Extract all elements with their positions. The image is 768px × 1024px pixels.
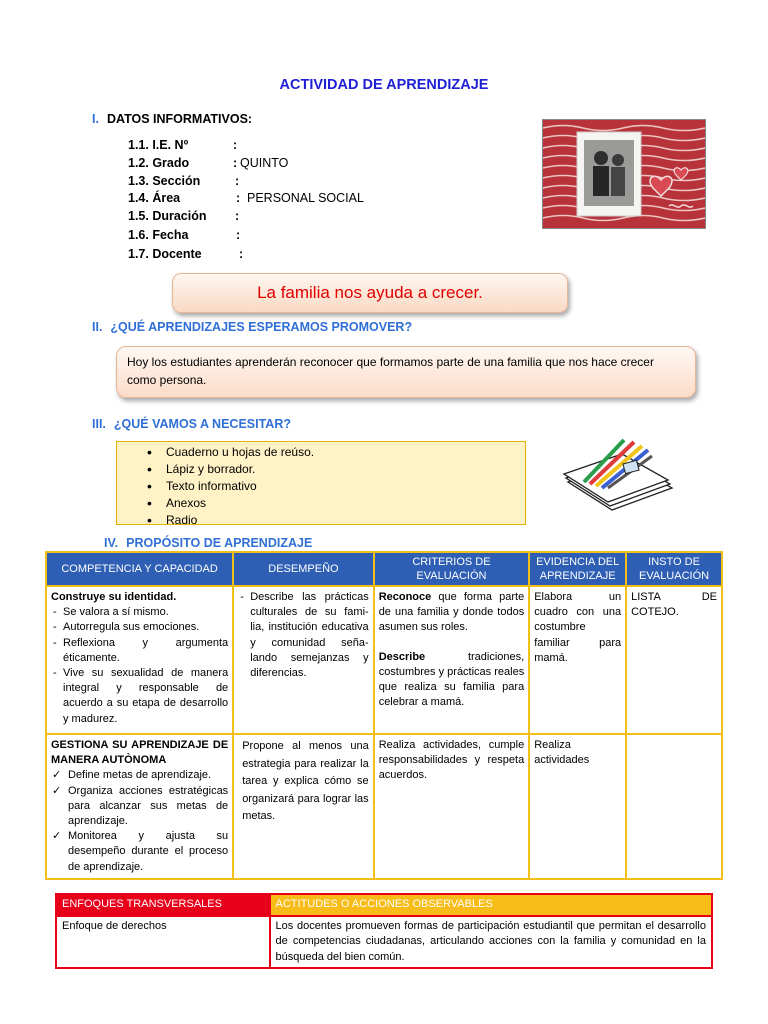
list-item: ✓ Organiza acciones estratégicas para alcanzar sus metas de aprendizaje. [51,784,228,830]
section-number: IV. [104,536,119,550]
datos-colon: : [239,247,244,261]
capacidades-list [51,768,228,874]
competencia-cell [46,586,233,734]
datos-row-docente [128,247,244,261]
datos-row-fecha [128,228,241,242]
column-header: EVIDENCIA DEL APRENDIZAJE [529,552,626,586]
datos-row-seccion [128,174,240,188]
datos-label: 1.6. Fecha [128,228,189,242]
competencia-title: GESTIONA SU APRENDIZAJE DE MANERA AUTÒNOMA [51,739,229,767]
list-item: • Texto informativo [166,478,525,495]
instrumento-cell [626,734,722,879]
datos-row-ie [128,138,238,152]
criterios-cell: Realiza actividades, cumple responsabilidades y respeta acuerdos. [374,734,530,879]
datos-value: PERSONAL SOCIAL [247,191,364,205]
list-item: - Autorregula sus emociones. [51,620,228,635]
section-number: III. [92,417,106,431]
table-row [46,734,722,879]
section-promover [92,320,412,334]
datos-colon: : [235,209,240,223]
family-photo-image [542,119,706,229]
papers-pencils-image [554,432,680,514]
section-number: II. [92,320,103,334]
section-datos [92,112,252,126]
column-header: INSTO DE EVALUACIÓN [626,552,722,586]
competencia-cell [46,734,233,879]
section-label: DATOS INFORMATIVOS: [106,112,253,126]
criterio-item [379,590,525,636]
list-item: ✓ Define metas de aprendizaje. [51,768,228,783]
evidencia-cell: Realiza actividades [529,734,626,879]
datos-label: 1.5. Duración [128,209,207,223]
column-header: COMPETENCIA Y CAPACIDAD [46,552,233,586]
enfoque-cell: Enfoque de derechos [56,916,270,969]
criterio-keyword: Reconoce [378,591,432,603]
datos-colon: : [236,228,241,242]
desempeno-cell: Propone al menos una estrategia para realizar la tarea y explica cómo se organizará para lograr las metas. [233,734,374,879]
datos-label: 1.2. Grado [128,156,190,170]
criterio-text: tradiciones, costumbres y prácticas reales que realiza su familia para celebrar a mamá. [378,650,525,709]
aprendizaje-box: Hoy los estudiantes aprenderán reconocer que formamos parte de una familia que nos hace crecer como persona. [116,346,696,398]
section-label: ¿QUÉ VAMOS A NECESITAR? [113,417,291,431]
materiales-list [117,444,525,525]
criterio-text: que forma parte de una familia y donde todos asumen sus roles. [378,591,525,634]
section-necesitar [92,417,291,431]
list-item: - Se valora a sí mismo. [51,605,228,620]
list-item: • Cuaderno u hojas de reúso. [166,444,525,461]
table-header-row [46,552,722,586]
datos-row-area [128,191,364,205]
column-header: ACTITUDES O ACCIONES OBSERVABLES [270,894,712,916]
datos-row-duracion [128,209,240,223]
section-label: ¿QUÉ APRENDIZAJES ESPERAMOS PROMOVER? [110,320,413,334]
datos-colon: : [233,138,238,152]
datos-label: 1.4. Área [128,191,181,205]
proposito-table [45,551,723,880]
list-item: • Lápiz y borrador. [166,461,525,478]
datos-value: QUINTO [240,156,289,170]
criterio-item [379,650,525,711]
section-proposito [104,536,312,550]
list-item: - Vive su sexualidad de manera integral y responsable de acuerdo a su etapa de desarrollo y madurez. [51,666,228,727]
criterios-cell [374,586,530,734]
evidencia-cell: Elabora un cuadro con una costumbre familiar para mamá. [529,586,626,734]
list-item: • Radio [166,512,525,525]
page-title: ACTIVIDAD DE APRENDIZAJE [279,77,489,93]
list-item: • Anexos [166,495,525,512]
datos-label: 1.1. I.E. Nº [128,138,189,152]
actitud-cell: Los docentes promueven formas de participación estudiantil que permitan el desarrollo de competencias ciudadanas, articulando acciones con la familia y comunidad en la búsqueda del bien común. [270,916,712,969]
section-label: PROPÓSITO DE APRENDIZAJE [126,536,313,550]
column-header: CRITERIOS DE EVALUACIÓN [374,552,530,586]
table-row [46,586,722,734]
list-item: ✓ Monitorea y ajusta su desempeño durante el proceso de aprendizaje. [51,829,228,875]
materiales-box [116,441,526,525]
datos-row-grado [128,156,289,170]
datos-label: 1.3. Sección [128,174,201,188]
datos-label: 1.7. Docente [128,247,202,261]
column-header: ENFOQUES TRANSVERSALES [56,894,270,916]
competencia-title: Construye su identidad. [51,591,177,603]
desempeno-cell [233,586,374,734]
column-header: DESEMPEÑO [233,552,374,586]
criterio-keyword: Describe [378,650,426,663]
enfoques-table [55,893,713,969]
table-header-row [56,894,712,916]
datos-colon: : [236,191,241,205]
datos-colon: : [233,156,238,170]
activity-title-banner: La familia nos ayuda a crecer. [172,273,568,313]
capacidades-list [51,605,228,727]
section-number: I. [92,112,99,126]
instrumento-cell: LISTA DE COTEJO. [626,586,722,734]
list-item: - Reflexiona y argumenta éticamente. [51,636,228,666]
datos-colon: : [235,174,240,188]
table-row [56,916,712,969]
desempeno-text: - Describe las prácticas culturales de su fami-lia, institución educativa y comunidad seña-lando semejanzas y diferencias. [238,590,369,681]
